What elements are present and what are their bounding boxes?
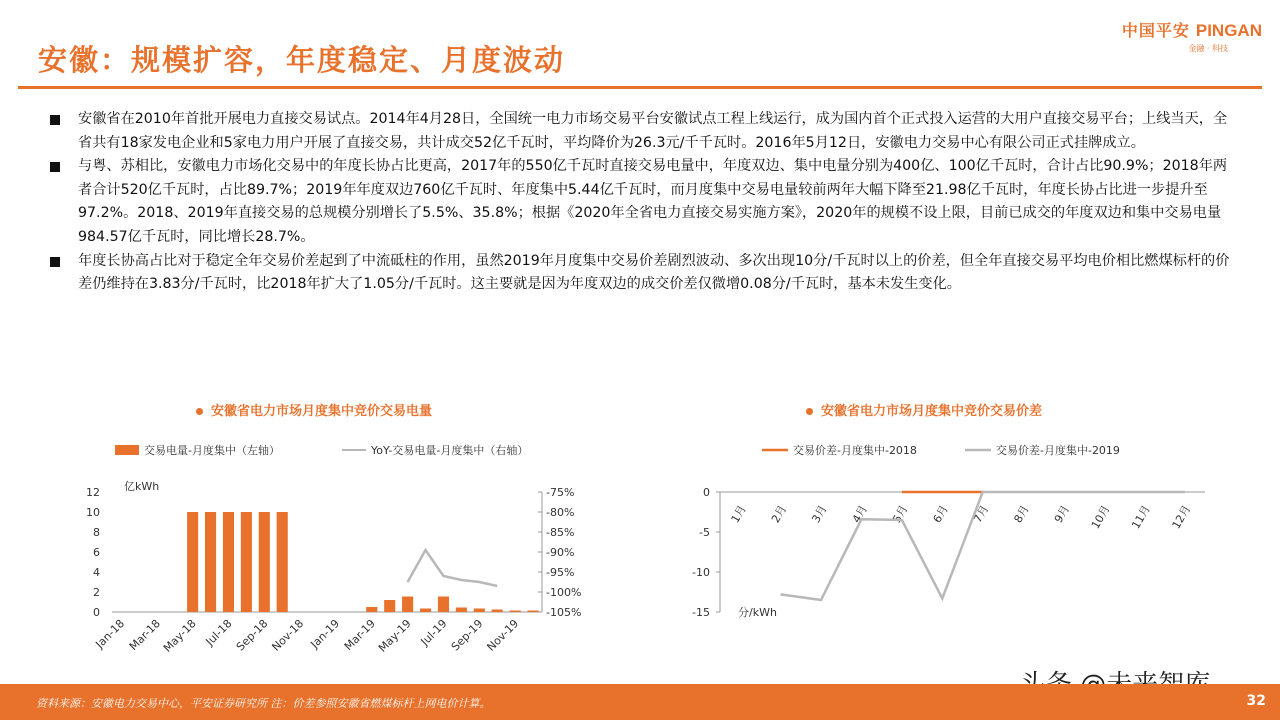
bar-volume [259, 512, 270, 612]
x-tick-label: Jul-19 [418, 616, 450, 649]
legend-label: 交易价差-月度集中-2018 [793, 444, 917, 457]
legend-label: 交易价差-月度集中-2019 [996, 444, 1120, 457]
x-tick-label: 8月 [1011, 503, 1032, 526]
bullet-item [50, 155, 1240, 249]
bar-volume [205, 512, 216, 612]
chart1-title: 安徽省电力市场月度集中竞价交易电量 [196, 400, 432, 419]
left-axis-unit: 亿kWh [124, 480, 160, 493]
title-underline [18, 86, 1262, 89]
legend-label: 交易电量-月度集中（左轴） [144, 444, 280, 457]
y-right-tick-label: -90% [546, 546, 575, 559]
logo-en: PINGAN [1195, 21, 1262, 40]
bar-volume [456, 608, 467, 613]
x-tick-label: 10月 [1088, 503, 1113, 532]
bar-volume [384, 600, 395, 612]
y-right-tick-label: -85% [546, 526, 575, 539]
bullet-text: 与粤、苏相比，安徽电力市场化交易中的年度长协占比更高，2017年的550亿千瓦时直接交易电量中，年度双边、集中电量分别为400亿、100亿千瓦时，合计占比90.9%；2018年两者合计520亿千瓦时，占比89.7%；2019年年度双边760亿千瓦时、年度集中5.44亿千瓦时，而月度集中交易电量较前两年大幅下降至21.98亿千瓦时，年度长协占比进一步提升至97.2%。2018、2019年直接交易的总规模分别增长了5.5%、35.8%；根据《2020年全省电力直接交易实施方案》，2020年的规模不设上限，目前已成交的年度双边和集中交易电量984.57亿千瓦时，同比增长28.7%。 [78, 158, 1228, 245]
footer-bar [0, 684, 1280, 720]
y-right-tick-label: -75% [546, 486, 575, 499]
bar-volume [474, 609, 485, 613]
bullet-item [50, 108, 1240, 155]
bar-volume [527, 611, 538, 613]
x-tick-label: Sep-18 [233, 616, 271, 654]
y-left-tick-label: 6 [93, 546, 100, 559]
x-tick-label: Sep-19 [448, 616, 486, 654]
x-tick-label: Jul-18 [203, 616, 235, 649]
x-tick-label: 3月 [809, 503, 830, 526]
legend-label: YoY-交易电量-月度集中（右轴） [371, 444, 529, 457]
bar-volume [420, 609, 431, 613]
y-left-tick-label: 4 [93, 566, 100, 579]
bar-volume [187, 512, 198, 612]
bar-volume [241, 512, 252, 612]
y-left-tick-label: 8 [93, 526, 100, 539]
x-tick-label: May-19 [375, 616, 414, 655]
bar-volume [492, 610, 503, 613]
x-tick-label: Nov-19 [484, 616, 522, 654]
chart-spread [660, 430, 1220, 680]
y-right-tick-label: -105% [546, 606, 582, 619]
y-left-tick-label: 10 [86, 506, 100, 519]
y-tick-label: -5 [699, 526, 710, 539]
y-left-tick-label: 2 [93, 586, 100, 599]
y-tick-label: -10 [692, 566, 710, 579]
bar-volume [366, 607, 377, 612]
x-tick-label: Jan-19 [308, 616, 343, 651]
x-tick-label: 2月 [768, 503, 790, 526]
x-tick-label: 7月 [971, 503, 992, 526]
y-left-tick-label: 12 [86, 486, 100, 499]
x-tick-label: 4月 [849, 503, 871, 526]
x-tick-label: Nov-18 [269, 616, 307, 654]
y-right-tick-label: -80% [546, 506, 575, 519]
y-right-tick-label: -95% [546, 566, 575, 579]
x-tick-label: 5月 [890, 503, 911, 526]
page-number: 32 [1246, 693, 1266, 709]
x-tick-label: 9月 [1051, 503, 1073, 526]
page-title: 安徽：规模扩容，年度稳定、月度波动 [38, 43, 566, 77]
x-tick-label: 11月 [1129, 503, 1153, 532]
bullet-item [50, 250, 1240, 297]
chart-volume [60, 430, 620, 680]
y-right-tick-label: -100% [546, 586, 582, 599]
bullet-square-icon [50, 115, 60, 125]
bullet-text: 年度长协高占比对于稳定全年交易价差起到了中流砥柱的作用，虽然2019年月度集中交易价差剧烈波动、多次出现10分/千瓦时以上的价差，但全年直接交易平均电价相比燃煤标杆的价差仍维持在3.83分/千瓦时，比2018年扩大了1.05分/千瓦时。这主要就是因为年度双边的成交价差仅微增0.08分/千瓦时，基本未发生变化。 [78, 252, 1230, 293]
bullet-text: 安徽省在2010年首批开展电力直接交易试点。2014年4月28日，全国统一电力市场交易平台安徽试点工程上线运行，成为国内首个正式投入运营的大用户直接交易平台；上线当天，全省共有18家发电企业和5家电力用户开展了直接交易，共计成交52亿千瓦时，平均降价为26.3元/千千瓦时。2016年5月12日，安徽电力交易中心有限公司正式挂牌成立。 [78, 111, 1228, 151]
y-left-tick-label: 0 [93, 606, 100, 619]
footer-source-note: 资料来源：安徽电力交易中心，平安证券研究所 注：价差参照安徽省燃煤标杆上网电价计算。 [36, 697, 491, 710]
x-tick-label: Jan-18 [93, 616, 128, 651]
bullet-square-icon [50, 162, 60, 172]
bar-volume [402, 597, 413, 613]
bullet-square-icon [50, 257, 60, 267]
y-axis-label: 分/kWh [738, 606, 777, 619]
bar-volume [223, 512, 234, 612]
x-tick-label: Mar-18 [126, 616, 163, 654]
logo-sub: 金融 · 科技 [1188, 44, 1228, 53]
x-tick-label: 6月 [930, 503, 951, 526]
x-tick-label: 1月 [728, 503, 749, 526]
chart2-title: 安徽省电力市场月度集中竞价交易价差 [806, 400, 1042, 419]
y-tick-label: -15 [692, 606, 710, 619]
x-tick-label: 12月 [1169, 503, 1194, 532]
bar-volume [510, 611, 521, 613]
logo-cn: 中国平安 [1121, 21, 1190, 40]
title-dot-icon [806, 408, 813, 415]
line-yoy [408, 550, 498, 586]
pingan-logo [1122, 18, 1262, 54]
x-tick-label: May-18 [160, 616, 199, 655]
bar-volume [438, 597, 449, 613]
legend-bar-swatch [115, 445, 139, 455]
bullet-list [50, 108, 1240, 297]
bar-volume [277, 512, 288, 612]
y-tick-label: 0 [703, 486, 710, 499]
title-dot-icon [196, 408, 203, 415]
x-tick-label: Mar-19 [341, 616, 378, 654]
